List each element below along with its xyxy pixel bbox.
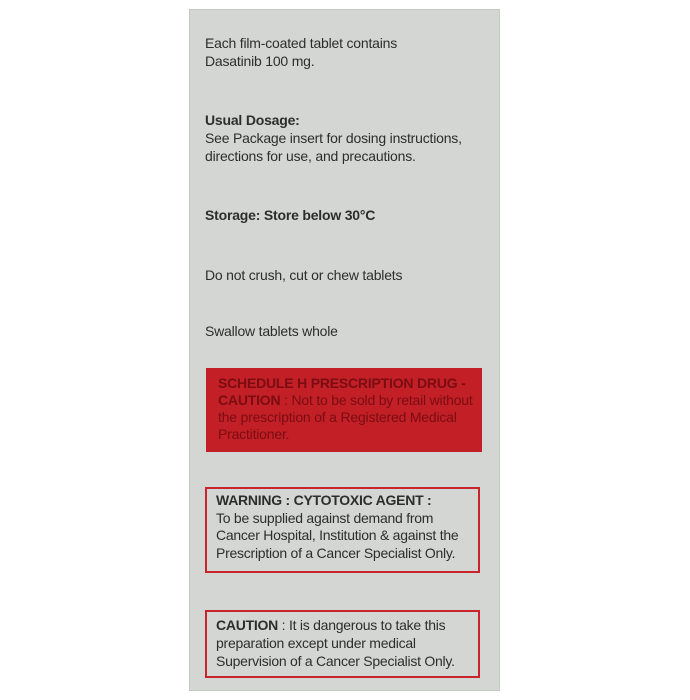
dosage-heading: Usual Dosage:	[205, 112, 300, 128]
dosage-line-1: See Package insert for dosing instructions,	[205, 130, 462, 146]
caution-box	[205, 610, 480, 678]
dosage-line-2: directions for use, and precautions.	[205, 148, 416, 164]
cytotoxic-warning-heading: WARNING : CYTOTOXIC AGENT :	[216, 492, 432, 508]
schedule-h-line-3: the prescription of a Registered Medical	[218, 409, 457, 425]
schedule-caution-text: : Not to be sold by retail without	[280, 392, 473, 408]
caution-line-1-text: : It is dangerous to take this	[278, 617, 446, 633]
schedule-caution-label: CAUTION	[218, 392, 281, 408]
composition-line-1: Each film-coated tablet contains	[205, 35, 398, 51]
schedule-h-line-2	[218, 392, 472, 409]
cytotoxic-warning-box	[205, 487, 480, 573]
schedule-h-heading: SCHEDULE H PRESCRIPTION DRUG -	[218, 375, 466, 391]
caution-line-1	[216, 616, 478, 634]
carton-side-panel	[189, 9, 500, 691]
swallow-instruction: Swallow tablets whole	[205, 323, 338, 339]
cytotoxic-warning-line-1: To be supplied against demand from	[216, 509, 434, 526]
caution-line-2: preparation except under medical	[216, 635, 416, 651]
cytotoxic-warning-line-3: Prescription of a Cancer Specialist Only.	[216, 544, 456, 561]
composition-line-2: Dasatinib 100 mg.	[205, 53, 315, 69]
schedule-h-line-4: Practitioner.	[218, 426, 290, 442]
caution-line-3: Supervision of a Cancer Specialist Only.	[216, 653, 455, 669]
storage-instruction: Storage: Store below 30°C	[205, 207, 376, 223]
cytotoxic-warning-line-2: Cancer Hospital, Institution & against the	[216, 527, 459, 543]
caution-label: CAUTION	[216, 617, 279, 633]
crush-warning: Do not crush, cut or chew tablets	[205, 267, 403, 283]
schedule-h-box	[206, 368, 482, 452]
